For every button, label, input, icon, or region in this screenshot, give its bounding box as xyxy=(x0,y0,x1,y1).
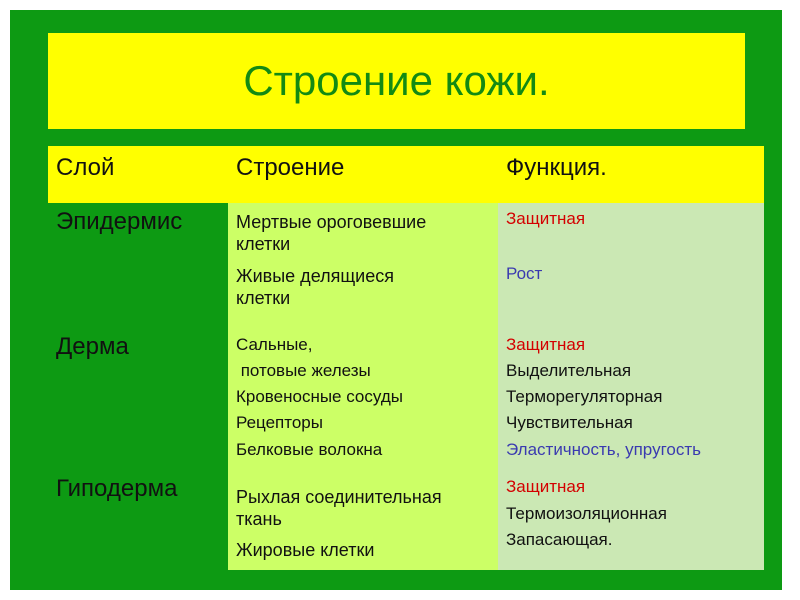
structure-text: Рыхлая соединительная xyxy=(236,487,442,507)
layer-column xyxy=(48,203,228,570)
layer-hypodermis: Гиподерма xyxy=(56,475,178,502)
structure-text: Мертвые ороговевшие xyxy=(236,212,427,232)
function-text: Эластичность, упругость xyxy=(506,440,701,459)
table-header-row xyxy=(48,146,764,203)
function-text: Чувствительная xyxy=(506,413,633,432)
function-column xyxy=(498,203,764,570)
slide xyxy=(10,10,782,590)
header-layer: Слой xyxy=(56,154,115,181)
skin-structure-table xyxy=(48,146,764,570)
layer-epidermis: Эпидермис xyxy=(56,208,183,235)
structure-text: ткань xyxy=(236,509,282,529)
header-function: Функция. xyxy=(506,154,607,181)
structure-text: клетки xyxy=(236,288,291,308)
structure-text: потовые железы xyxy=(236,361,371,380)
structure-text: Рецепторы xyxy=(236,413,323,432)
function-text: Выделительная xyxy=(506,361,632,380)
page-title: Строение кожи. xyxy=(243,57,550,104)
structure-text: Живые делящиеся xyxy=(236,266,394,286)
structure-text: Кровеносные сосуды xyxy=(236,387,403,406)
function-text: Защитная xyxy=(506,335,586,354)
structure-text: Белковые волокна xyxy=(236,440,383,459)
function-text: Защитная xyxy=(506,477,586,496)
header-structure: Строение xyxy=(236,154,345,181)
function-text: Рост xyxy=(506,264,543,283)
function-text: Термоизоляционная xyxy=(506,504,667,523)
function-text: Запасающая. xyxy=(506,530,613,549)
structure-text: Жировые клетки xyxy=(236,540,375,560)
structure-text: Сальные, xyxy=(236,335,313,354)
structure-column xyxy=(228,203,498,570)
title-box xyxy=(48,33,745,129)
function-text: Защитная xyxy=(506,209,586,228)
structure-text: клетки xyxy=(236,234,291,254)
layer-dermis: Дерма xyxy=(56,333,129,360)
function-text: Терморегуляторная xyxy=(506,387,663,406)
